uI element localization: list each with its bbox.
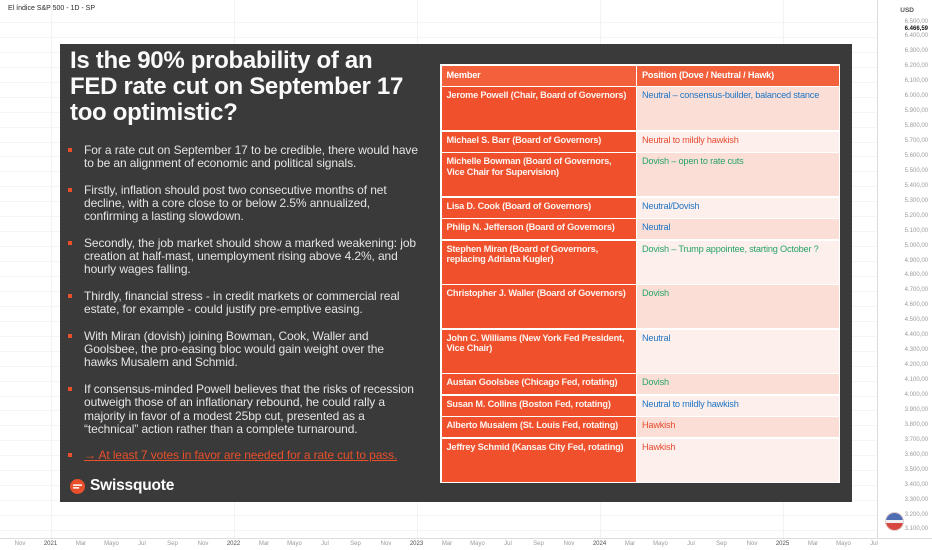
position-cell: Dovish	[637, 285, 839, 328]
price-label: 3.300,00	[904, 496, 928, 503]
time-label: Mar	[807, 541, 819, 547]
price-label: 3.400,00	[904, 481, 928, 488]
time-label: Jul	[321, 541, 329, 547]
price-label: 5.300,00	[904, 197, 928, 204]
price-label: 5.700,00	[904, 138, 928, 145]
time-label: Sep	[533, 541, 544, 547]
price-label: 4.500,00	[904, 317, 928, 324]
member-cell: Stephen Miran (Board of Governors, replacing Adriana Kugler)	[442, 241, 636, 284]
time-label: Nov	[14, 541, 26, 547]
member-cell: Michelle Bowman (Board of Governors, Vice Chair for Supervision)	[442, 153, 636, 196]
time-label-year: 2023	[409, 541, 424, 547]
bullet-item	[68, 184, 420, 224]
position-cell: Dovish	[637, 374, 839, 394]
price-label: 4.700,00	[904, 287, 928, 294]
symbol-title[interactable]: El índice S&P 500 - 1D - SP	[8, 5, 96, 12]
gridline	[0, 37, 877, 38]
bullet-text: Secondly, the job market should show a marked weakening: job creation at half-mast, unemployment rising above 4.2%, and hourly wages falling.	[84, 236, 416, 277]
time-label-year: 2025	[775, 541, 790, 547]
price-label: 6.200,00	[904, 63, 928, 70]
price-axis[interactable]	[878, 0, 932, 538]
price-label: 3.600,00	[904, 451, 928, 458]
time-label: Mayo	[653, 541, 668, 547]
price-label: 4.800,00	[904, 272, 928, 279]
time-label: Nov	[746, 541, 758, 547]
position-cell: Hawkish	[637, 439, 839, 482]
last-price-label: 6.466,59	[904, 25, 928, 32]
member-cell: John C. Williams (New York Fed President, Vice Chair)	[442, 330, 636, 373]
bullet-square-icon	[68, 294, 72, 298]
slide-title-line: Is the 90% probability of an	[70, 47, 373, 74]
bullet-item	[68, 144, 420, 170]
price-label: 4.000,00	[904, 392, 928, 398]
price-label: 4.100,00	[904, 377, 928, 384]
time-label: Mayo	[104, 541, 119, 547]
currency-label: USD	[900, 7, 914, 14]
slide-panel	[60, 44, 852, 502]
time-label-year: 2024	[592, 541, 607, 547]
slide-title-line: too optimistic?	[70, 99, 238, 126]
price-label: 5.600,00	[904, 152, 928, 159]
position-cell: Neutral/Dovish	[637, 198, 839, 218]
time-label: Mayo	[836, 541, 851, 547]
price-label: 6.400,00	[904, 33, 928, 40]
price-label: 4.600,00	[904, 302, 928, 309]
bullet-text: With Miran (dovish) joining Bowman, Cook, Waller and Goolsbee, the pro-easing bloc would gain weight over the hawks Musalem and Schmid.	[84, 329, 384, 370]
price-label: 5.200,00	[904, 212, 928, 219]
table-row	[442, 87, 839, 130]
position-cell: Dovish – Trump appointee, starting October ?	[637, 241, 839, 284]
table-row	[442, 153, 839, 196]
time-label: Sep	[716, 541, 727, 547]
table-row	[442, 330, 839, 373]
price-label: 6.500,00	[904, 18, 928, 25]
bullet-square-icon	[68, 387, 72, 391]
swissquote-logo	[70, 477, 174, 495]
time-label-year: 2022	[226, 541, 241, 547]
time-label: Mar	[624, 541, 636, 547]
time-axis[interactable]	[0, 539, 932, 550]
time-label: Jul	[504, 541, 512, 547]
member-cell: Jeffrey Schmid (Kansas City Fed, rotating)	[442, 439, 636, 482]
time-label: Nov	[563, 541, 575, 547]
fomc-table	[440, 64, 840, 483]
gridline	[0, 22, 877, 23]
table-row	[442, 439, 839, 482]
price-label: 6.300,00	[904, 48, 928, 55]
table-row	[442, 198, 839, 218]
slide-title-line: FED rate cut on September 17	[70, 73, 404, 100]
member-cell: Christopher J. Waller (Board of Governors)	[442, 285, 636, 328]
time-label: Mar	[258, 541, 270, 547]
time-label: Jul	[687, 541, 695, 547]
bullet-item	[68, 330, 420, 370]
member-cell: Alberto Musalem (St. Louis Fed, rotating)	[442, 417, 636, 437]
position-cell: Neutral	[637, 330, 839, 373]
table-row	[442, 132, 839, 152]
time-label-year: 2021	[43, 541, 58, 547]
position-cell: Neutral to mildly hawkish	[637, 396, 839, 416]
price-label: 3.800,00	[904, 421, 928, 428]
slide-title	[70, 48, 470, 126]
position-cell: Dovish – open to rate cuts	[637, 153, 839, 196]
position-cell: Neutral	[637, 219, 839, 239]
price-label: 3.100,00	[904, 526, 928, 533]
table-row	[442, 374, 839, 394]
price-label: 4.200,00	[904, 362, 928, 369]
price-label: 5.400,00	[904, 182, 928, 189]
bullet-square-icon	[68, 453, 72, 457]
position-cell: Hawkish	[637, 417, 839, 437]
swissquote-icon	[70, 479, 85, 494]
bullet-text: For a rate cut on September 17 to be credible, there would have to be an alignment of economic and political signals.	[84, 143, 418, 171]
bullet-square-icon	[68, 148, 72, 152]
bullet-item	[68, 383, 420, 436]
time-label: Sep	[167, 541, 178, 547]
member-cell: Austan Goolsbee (Chicago Fed, rotating)	[442, 374, 636, 394]
price-label: 5.800,00	[904, 123, 928, 130]
conclusion-note	[68, 449, 420, 462]
member-cell: Michael S. Barr (Board of Governors)	[442, 132, 636, 152]
time-label: Nov	[197, 541, 209, 547]
price-label: 5.000,00	[904, 242, 928, 249]
time-label: Mayo	[287, 541, 302, 547]
table-row	[442, 396, 839, 416]
price-label: 6.000,00	[904, 93, 928, 100]
bullet-square-icon	[68, 334, 72, 338]
bullet-item	[68, 290, 420, 316]
time-label: Nov	[380, 541, 392, 547]
price-label: 4.400,00	[904, 332, 928, 339]
bullet-text: If consensus-minded Powell believes that the risks of recession outweigh those of an inflationary rebound, he could rally a majority in favor of a modest 25bp cut, presented as a “technical” action rather than a complete turnaround.	[84, 382, 414, 436]
price-label: 6.100,00	[904, 78, 928, 85]
price-label: 3.700,00	[904, 436, 928, 443]
time-label: Jul	[870, 541, 878, 547]
table-header-row	[442, 66, 839, 86]
price-label: 4.300,00	[904, 347, 928, 354]
bullet-text: Thirdly, financial stress - in credit markets or commercial real estate, for example - could justify pre-emptive easing.	[84, 289, 400, 317]
bullet-square-icon	[68, 241, 72, 245]
member-cell: Philip N. Jefferson (Board of Governors)	[442, 219, 636, 239]
time-label: Jul	[138, 541, 146, 547]
table-row	[442, 241, 839, 284]
table-row	[442, 285, 839, 328]
table-header-member: Member	[442, 66, 636, 86]
member-cell: Jerome Powell (Chair, Board of Governors)	[442, 87, 636, 130]
bullet-item	[68, 237, 420, 277]
price-label: 5.500,00	[904, 167, 928, 174]
time-label: Mar	[75, 541, 87, 547]
brand-name: Swissquote	[90, 477, 175, 494]
time-label: Mayo	[470, 541, 485, 547]
time-label: Mar	[441, 541, 453, 547]
price-label: 3.900,00	[904, 406, 928, 413]
conclusion-note-text: → At least 7 votes in favor are needed for a rate cut to pass.	[84, 448, 398, 463]
gridline	[0, 530, 877, 531]
position-cell: Neutral – consensus-builder, balanced stance	[637, 87, 839, 130]
member-cell: Susan M. Collins (Boston Fed, rotating)	[442, 396, 636, 416]
member-cell: Lisa D. Cook (Board of Governors)	[442, 198, 636, 218]
time-label: Sep	[350, 541, 361, 547]
gridline	[51, 0, 52, 538]
gridline	[0, 515, 877, 516]
price-label: 4.900,00	[904, 257, 928, 264]
table-header-position: Position (Dove / Neutral / Hawk)	[637, 66, 839, 86]
price-label: 3.500,00	[904, 466, 928, 473]
avatar-badge-icon[interactable]	[886, 513, 903, 530]
table-row	[442, 219, 839, 239]
price-label: 5.100,00	[904, 227, 928, 234]
bullet-square-icon	[68, 188, 72, 192]
table-row	[442, 417, 839, 437]
bullet-list	[68, 144, 420, 476]
price-label: 3.200,00	[904, 511, 928, 518]
position-cell: Neutral to mildly hawkish	[637, 132, 839, 152]
bullet-text: Firstly, inflation should post two consecutive months of net decline, with a core close to or below 2.5% annualized, confirming a lasting slowdown.	[84, 182, 387, 224]
price-label: 5.900,00	[904, 108, 928, 115]
